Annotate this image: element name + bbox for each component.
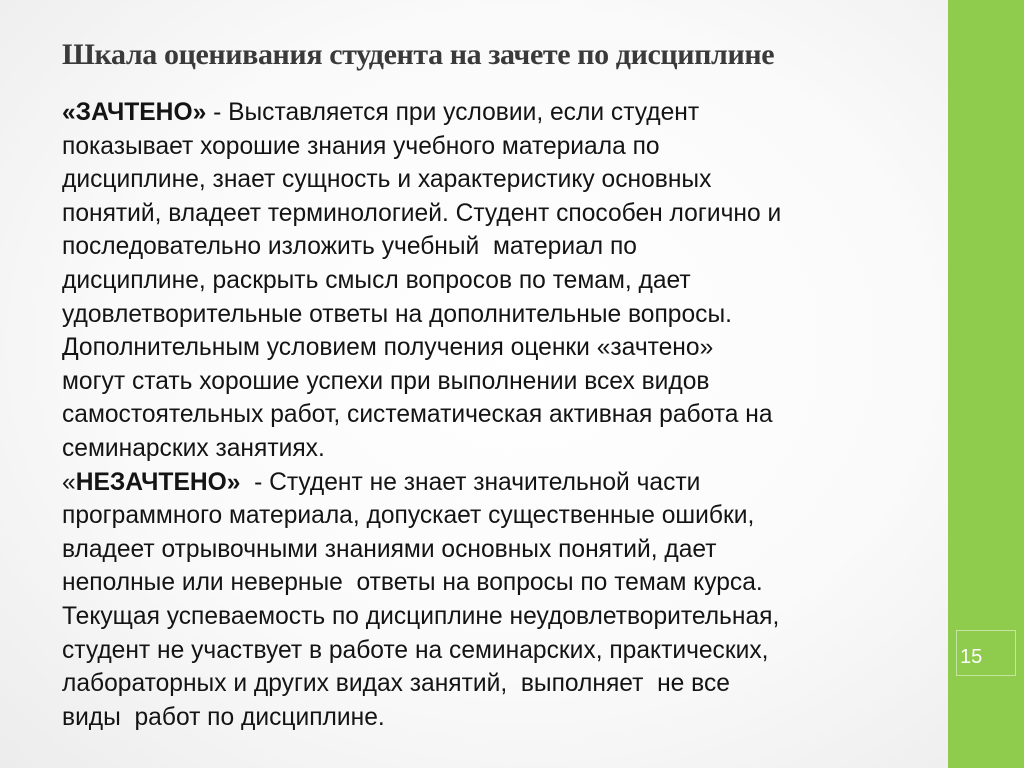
page-number: 15 — [960, 646, 983, 668]
failed-term: НЕЗАЧТЕНО» — [75, 468, 241, 496]
failed-text-line: владеет отрывочными знаниями основных понятий, дает — [62, 535, 717, 563]
passed-text-line: удовлетворительные ответы на дополнительные вопросы. — [62, 300, 732, 328]
passed-text-line: показывает хорошие знания учебного материала по — [62, 132, 660, 160]
slide-body — [62, 96, 942, 734]
failed-paragraph-first-line — [62, 466, 942, 500]
passed-text-line: Дополнительным условием получения оценки «зачтено» — [62, 334, 714, 362]
passed-paragraph-first-line — [62, 96, 942, 130]
passed-text-line: понятий, владеет терминологией. Студент способен логично и — [62, 199, 782, 227]
passed-term: «ЗАЧТЕНО» — [62, 99, 207, 126]
passed-text-line: дисциплине, раскрыть смысл вопросов по темам, дает — [62, 266, 691, 294]
failed-text-line: лабораторных и других видах занятий, выполняет не все — [62, 670, 730, 698]
passed-text-line: - Выставляется при условии, если студент — [206, 99, 700, 126]
slide-title: Шкала оценивания студента на зачете по дисциплине — [62, 38, 775, 71]
failed-text-line: студент не участвует в работе на семинарских, практических, — [62, 636, 769, 664]
failed-text-line: программного материала, допускает существенные ошибки, — [62, 502, 755, 530]
failed-text-line: неполные или неверные ответы на вопросы по темам курса. — [62, 569, 763, 597]
passed-text-line: последовательно изложить учебный материал по — [62, 233, 637, 261]
passed-text-line: дисциплине, знает сущность и характеристику основных — [62, 166, 712, 194]
passed-text-line: могут стать хорошие успехи при выполнении всех видов — [62, 367, 710, 395]
failed-text-line: виды работ по дисциплине. — [62, 703, 385, 731]
failed-text-line: Текущая успеваемость по дисциплине неудовлетворительная, — [62, 602, 780, 630]
failed-text-line: - Студент не знает значительной части — [240, 468, 701, 496]
passed-text-line: семинарских занятиях. — [62, 434, 325, 462]
failed-term-open-quote: « — [62, 468, 76, 496]
passed-text-line: самостоятельных работ, систематическая активная работа на — [62, 401, 773, 429]
